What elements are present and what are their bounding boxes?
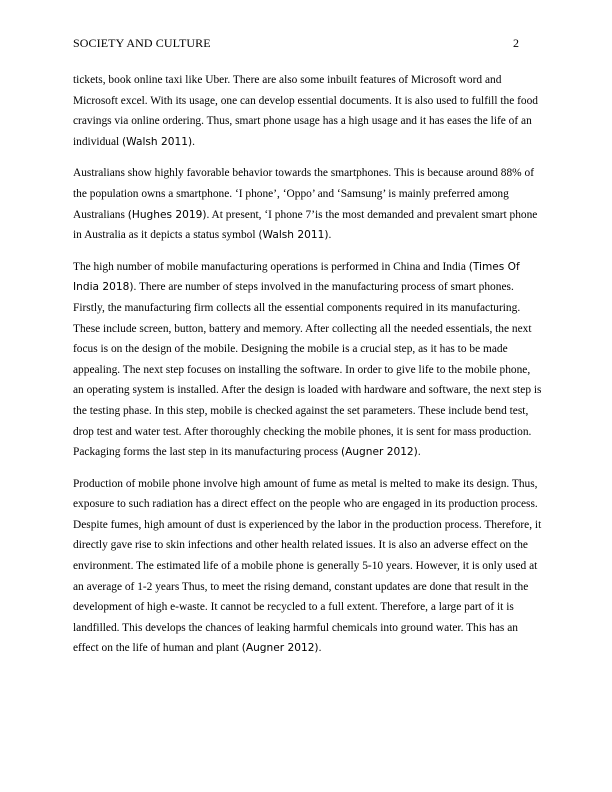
paragraph-australian-behavior (73, 163, 543, 245)
paragraph-text: The high number of mobile manufacturing operations is performed in China and India (73, 260, 469, 273)
citation: (Augner 2012) (241, 642, 319, 655)
citation: (Augner 2012) (340, 446, 418, 459)
running-header: SOCIETY AND CULTURE (73, 36, 211, 50)
paragraph-environmental-effects (73, 474, 543, 659)
citation: (Hughes 2019) (127, 208, 207, 221)
citation: (Walsh 2011) (258, 229, 329, 242)
paragraph-text-continued: . There are number of steps involved in the manufacturing process of smart phones. Firstly, the manufacturing firm collects all the essential components required in its manufacturing. These include screen, button, battery and memory. After collecting all the needed essentials, the next focus is on the design of the mobile. Designing the mobile is a crucial step, as it has to be made appealing. The next step focuses on installing the software. In order to give life to the mobile phone, an operating system is installed. After the design is loaded with hardware and software, the next step is the testing phase. In this step, mobile is checked against the set parameters. These include bend test, drop test and water test. After thoroughly checking the mobile phones, it is sent for mass production. Packaging forms the last step in its manufacturing process (73, 281, 542, 459)
paragraph-smartphone-features (73, 70, 543, 152)
paragraph-text: Production of mobile phone involve high amount of fume as metal is melted to make its design. Thus, exposure to such radiation has a direct effect on the people who are engaged in its production process. Despite fumes, high amount of dust is experienced by the labor in the production process. Therefore, it directly gave rise to skin infections and other health related issues. It is also an adverse effect on the environment. The estimated life of a mobile phone is generally 5-10 years. However, it is only used at an average of 1-2 years Thus, to meet the rising demand, constant updates are done that result in the development of high e-waste. It cannot be recycled to a full extent. Therefore, a large part of it is landfilled. This develops the chances of leaking harmful chemicals into ground water. This has an effect on the life of human and plant (73, 477, 542, 655)
citation: (Times Of India 2018) (73, 260, 520, 294)
paragraph-text: Australians show highly favorable behavior towards the smartphones. This is because around 88% of the population owns a smartphone. ‘I phone’, ‘Oppo’ and ‘Samsung’ is mainly preferred among Australians (73, 167, 535, 221)
body-text (73, 70, 543, 670)
page-number: 2 (513, 36, 519, 50)
paragraph-punctuation: . (417, 446, 421, 459)
paragraph-text-continued: . At present, ‘I phone 7’is the most demanded and prevalent smart phone in Australia as it depicts a status symbol (73, 208, 538, 242)
paragraph-manufacturing-process (73, 257, 543, 463)
paragraph-text: tickets, book online taxi like Uber. There are also some inbuilt features of Microsoft word and Microsoft excel. With its usage, one can develop essential documents. It is also used to fulfill the food cravings via online ordering. Thus, smart phone usage has a high usage and it has eases the life of an individual (73, 74, 538, 148)
paragraph-punctuation: . (328, 229, 332, 242)
paragraph-punctuation: . (318, 642, 322, 655)
citation: (Walsh 2011) (122, 135, 193, 148)
paragraph-punctuation: . (192, 135, 195, 148)
